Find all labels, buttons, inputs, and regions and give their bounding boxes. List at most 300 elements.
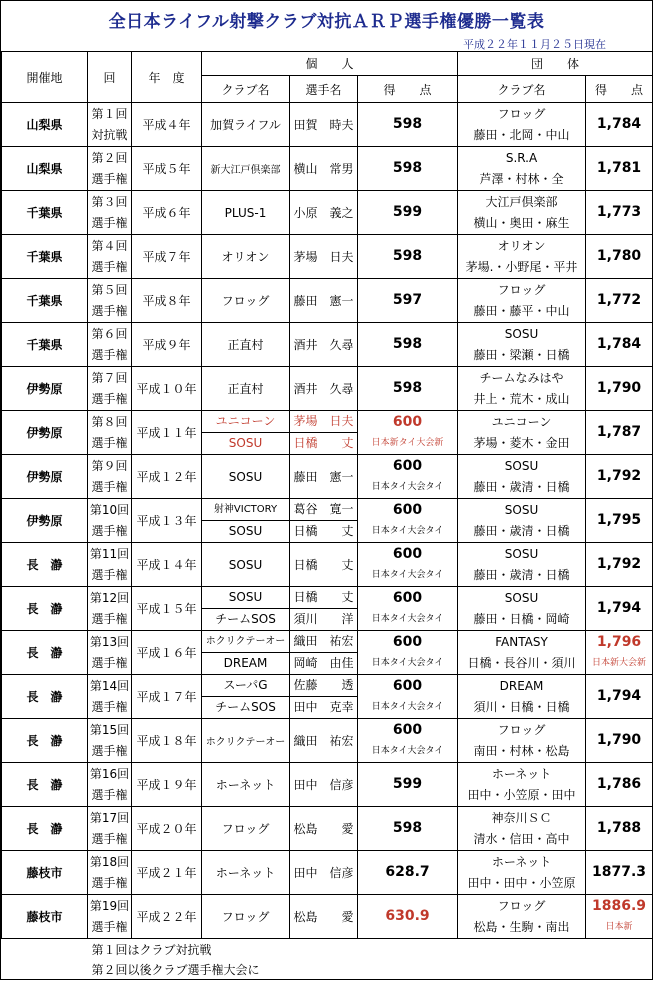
team-members: 日橋・長谷川・須川 (458, 653, 585, 674)
team-members: 藤田・歳清・日橋 (458, 521, 585, 542)
round-number: 第８回 (88, 412, 131, 433)
header-individual: 個 人 (202, 52, 458, 76)
team-score-cell (586, 279, 653, 323)
club-name: SOSU (202, 521, 289, 542)
team-members: 須川・日橋・日橋 (458, 697, 585, 718)
team-club-name: フロッグ (458, 896, 585, 917)
team-club-name: S.R.A (458, 148, 585, 169)
team-score-cell (586, 499, 653, 543)
year-cell: 平成１９年 (132, 763, 202, 807)
round-number: 第18回 (88, 852, 131, 873)
team-club-name: SOSU (458, 544, 585, 565)
team-score-value: 1,792 (586, 466, 652, 487)
team-cell (458, 191, 586, 235)
team-score-cell (586, 191, 653, 235)
player-cell (290, 807, 358, 851)
team-members: 藤田・藤平・中山 (458, 301, 585, 322)
player-name: 岡崎 由佳 (290, 653, 357, 674)
round-type: 選手権 (88, 521, 131, 542)
round-number: 第５回 (88, 280, 131, 301)
table-row (2, 147, 653, 191)
venue-cell: 長 瀞 (2, 763, 88, 807)
team-members: 芦澤・村林・全 (458, 169, 585, 190)
header-club: クラブ名 (202, 76, 290, 103)
team-club-name: FANTASY (458, 632, 585, 653)
round-number: 第16回 (88, 764, 131, 785)
club-name: SOSU (202, 587, 289, 609)
club-name: ホーネット (202, 864, 289, 881)
player-cell (290, 103, 358, 147)
team-cell (458, 455, 586, 499)
score-value: 600 (358, 544, 457, 565)
year-cell: 平成６年 (132, 191, 202, 235)
table-row (2, 455, 653, 499)
round-number: 第12回 (88, 588, 131, 609)
round-type: 選手権 (88, 169, 131, 190)
team-cell (458, 851, 586, 895)
year-cell: 平成１５年 (132, 587, 202, 631)
player-cell (290, 763, 358, 807)
round-type: 選手権 (88, 257, 131, 278)
header-team-score: 得 点 (586, 76, 653, 103)
team-members: 松島・生駒・南出 (458, 917, 585, 938)
team-score-value: 1,784 (586, 114, 652, 135)
club-cell (202, 543, 290, 587)
year-cell: 平成１２年 (132, 455, 202, 499)
as-of-date: 平成２２年１１月２５日現在 (463, 36, 606, 52)
player-cell (290, 587, 358, 631)
club-cell (202, 323, 290, 367)
team-score-cell (586, 807, 653, 851)
score-cell (358, 323, 458, 367)
round-cell (88, 763, 132, 807)
team-score-cell (586, 675, 653, 719)
club-name: フロッグ (202, 820, 289, 837)
score-value: 598 (358, 818, 457, 839)
table-row (2, 279, 653, 323)
club-cell (202, 851, 290, 895)
team-score-cell (586, 455, 653, 499)
player-cell (290, 675, 358, 719)
team-cell (458, 675, 586, 719)
round-type: 選手権 (88, 213, 131, 234)
club-cell (202, 587, 290, 631)
record-note: 日本タイ大会タイ (358, 565, 457, 586)
player-name: 日橋 丈 (290, 556, 357, 573)
team-score-cell (586, 367, 653, 411)
club-name: スーパG (202, 675, 289, 697)
score-cell (358, 807, 458, 851)
club-name: 加賀ライフル (202, 116, 289, 133)
team-members: 田中・田中・小笠原 (458, 873, 585, 894)
team-members: 藤田・日橋・岡崎 (458, 609, 585, 630)
table-row (2, 719, 653, 763)
player-name: 織田 祐宏 (290, 732, 357, 749)
round-type: 選手権 (88, 917, 131, 938)
round-cell (88, 323, 132, 367)
score-value: 598 (358, 158, 457, 179)
club-name: 正直村 (202, 336, 289, 353)
year-cell: 平成１６年 (132, 631, 202, 675)
club-name: ホーネット (202, 776, 289, 793)
team-members: 井上・荒木・成山 (458, 389, 585, 410)
team-score-cell (586, 147, 653, 191)
venue-cell: 伊勢原 (2, 499, 88, 543)
team-members: 南田・村林・松島 (458, 741, 585, 762)
player-cell (290, 851, 358, 895)
round-number: 第19回 (88, 896, 131, 917)
player-cell (290, 631, 358, 675)
year-cell: 平成１０年 (132, 367, 202, 411)
team-score-value: 1,786 (586, 774, 652, 795)
player-name: 田中 信彦 (290, 864, 357, 881)
team-cell (458, 279, 586, 323)
club-cell (202, 147, 290, 191)
score-value: 600 (358, 456, 457, 477)
club-cell (202, 499, 290, 543)
results-table (1, 51, 653, 981)
player-name: 藤田 憲一 (290, 292, 357, 309)
score-cell (358, 191, 458, 235)
club-name: SOSU (202, 558, 289, 572)
round-cell (88, 147, 132, 191)
year-cell: 平成２２年 (132, 895, 202, 939)
venue-cell: 千葉県 (2, 235, 88, 279)
team-club-name: 大江戸倶楽部 (458, 192, 585, 213)
team-members: 茅場.・小野尾・平井 (458, 257, 585, 278)
header-round: 回 (88, 52, 132, 103)
round-cell (88, 895, 132, 939)
score-value: 628.7 (358, 862, 457, 883)
table-row (2, 587, 653, 631)
footnotes (2, 939, 653, 981)
round-number: 第13回 (88, 632, 131, 653)
club-cell (202, 103, 290, 147)
record-note: 日本新タイ大会新 (358, 433, 457, 454)
team-members: 藤田・北岡・中山 (458, 125, 585, 146)
venue-cell: 千葉県 (2, 323, 88, 367)
club-cell (202, 235, 290, 279)
team-club-name: フロッグ (458, 280, 585, 301)
team-cell (458, 411, 586, 455)
team-cell (458, 631, 586, 675)
team-record-note: 日本新 (586, 917, 652, 938)
team-members: 藤田・梁瀬・日橋 (458, 345, 585, 366)
player-name: 藤田 憲一 (290, 468, 357, 485)
year-cell: 平成１８年 (132, 719, 202, 763)
table-row (2, 631, 653, 675)
player-name: 葛谷 寛一 (290, 499, 357, 521)
team-score-value: 1,788 (586, 818, 652, 839)
player-name: 田中 克幸 (290, 697, 357, 718)
score-value: 598 (358, 246, 457, 267)
player-name: 佐藤 透 (290, 675, 357, 697)
team-score-value: 1,772 (586, 290, 652, 311)
round-type: 選手権 (88, 609, 131, 630)
record-note: 日本タイ大会タイ (358, 609, 457, 630)
team-score-cell (586, 323, 653, 367)
club-name: 正直村 (202, 380, 289, 397)
player-name: 茅場 日夫 (290, 248, 357, 265)
team-score-value: 1,780 (586, 246, 652, 267)
table-row (2, 235, 653, 279)
team-club-name: SOSU (458, 588, 585, 609)
score-value: 600 (358, 720, 457, 741)
team-score-cell (586, 851, 653, 895)
team-score-cell (586, 543, 653, 587)
venue-cell: 藤枝市 (2, 851, 88, 895)
table-row (2, 191, 653, 235)
club-name: フロッグ (202, 292, 289, 309)
header-score: 得 点 (358, 76, 458, 103)
team-members: 横山・奥田・麻生 (458, 213, 585, 234)
score-value: 599 (358, 774, 457, 795)
club-name: チームSOS (202, 609, 289, 630)
score-value: 598 (358, 378, 457, 399)
team-cell (458, 719, 586, 763)
club-name: ホクリクテーオー (202, 631, 289, 653)
player-name: 日橋 丈 (290, 433, 357, 454)
results-body (2, 103, 653, 939)
team-members: 茅場・菱木・金田 (458, 433, 585, 454)
team-cell (458, 147, 586, 191)
team-record-note: 日本新大会新 (586, 653, 652, 674)
record-note: 日本タイ大会タイ (358, 521, 457, 542)
year-cell: 平成２１年 (132, 851, 202, 895)
score-cell (358, 543, 458, 587)
round-number: 第17回 (88, 808, 131, 829)
team-members: 清水・信田・高中 (458, 829, 585, 850)
table-row (2, 323, 653, 367)
club-name: ユニコーン (202, 411, 289, 433)
team-club-name: オリオン (458, 236, 585, 257)
table-row (2, 851, 653, 895)
round-type: 選手権 (88, 785, 131, 806)
venue-cell: 山梨県 (2, 103, 88, 147)
header-venue: 開催地 (2, 52, 88, 103)
round-number: 第４回 (88, 236, 131, 257)
score-value: 600 (358, 412, 457, 433)
score-cell (358, 499, 458, 543)
team-score-value: 1,794 (586, 686, 652, 707)
team-score-cell (586, 411, 653, 455)
club-cell (202, 411, 290, 455)
team-score-value: 1,787 (586, 422, 652, 443)
team-club-name: SOSU (458, 456, 585, 477)
team-score-cell (586, 587, 653, 631)
round-type: 選手権 (88, 433, 131, 454)
round-number: 第９回 (88, 456, 131, 477)
team-cell (458, 367, 586, 411)
header-player: 選手名 (290, 76, 358, 103)
venue-cell: 長 瀞 (2, 543, 88, 587)
round-type: 選手権 (88, 653, 131, 674)
player-cell (290, 191, 358, 235)
year-cell: 平成１１年 (132, 411, 202, 455)
table-row (2, 675, 653, 719)
team-score-value: 1,795 (586, 510, 652, 531)
score-cell (358, 763, 458, 807)
club-cell (202, 279, 290, 323)
team-score-cell (586, 719, 653, 763)
player-name: 酒井 久尋 (290, 336, 357, 353)
score-cell (358, 631, 458, 675)
team-score-value: 1,784 (586, 334, 652, 355)
player-name: 小原 義之 (290, 204, 357, 221)
year-cell: 平成４年 (132, 103, 202, 147)
club-cell (202, 807, 290, 851)
club-cell (202, 455, 290, 499)
team-cell (458, 587, 586, 631)
team-score-value: 1,796 (586, 632, 652, 653)
team-club-name: 神奈川ＳＣ (458, 808, 585, 829)
player-name: 酒井 久尋 (290, 380, 357, 397)
footnote: 第２回以後クラブ選手権大会に (92, 960, 653, 980)
round-number: 第２回 (88, 148, 131, 169)
club-name: 射神VICTORY (202, 499, 289, 521)
year-cell: 平成１７年 (132, 675, 202, 719)
year-cell: 平成５年 (132, 147, 202, 191)
score-value: 600 (358, 676, 457, 697)
player-cell (290, 147, 358, 191)
team-cell (458, 103, 586, 147)
team-score-cell (586, 631, 653, 675)
score-value: 600 (358, 500, 457, 521)
player-name: 田賀 時夫 (290, 116, 357, 133)
team-score-value: 1886.9 (586, 896, 652, 917)
table-row (2, 499, 653, 543)
player-name: 松島 愛 (290, 908, 357, 925)
club-cell (202, 367, 290, 411)
player-cell (290, 455, 358, 499)
table-row (2, 103, 653, 147)
round-cell (88, 675, 132, 719)
team-club-name: フロッグ (458, 104, 585, 125)
player-name: 織田 祐宏 (290, 631, 357, 653)
club-name: オリオン (202, 248, 289, 265)
team-club-name: SOSU (458, 324, 585, 345)
club-cell (202, 895, 290, 939)
team-score-value: 1,781 (586, 158, 652, 179)
club-name: DREAM (202, 653, 289, 674)
score-value: 600 (358, 632, 457, 653)
score-value: 630.9 (358, 906, 457, 927)
score-cell (358, 851, 458, 895)
round-cell (88, 191, 132, 235)
round-type: 選手権 (88, 477, 131, 498)
year-cell: 平成９年 (132, 323, 202, 367)
year-cell: 平成１３年 (132, 499, 202, 543)
page-title: 全日本ライフル射撃クラブ対抗ＡＲＰ選手権優勝一覧表 (1, 7, 652, 32)
score-cell (358, 895, 458, 939)
round-number: 第６回 (88, 324, 131, 345)
team-club-name: SOSU (458, 500, 585, 521)
round-type: 選手権 (88, 565, 131, 586)
table-row (2, 807, 653, 851)
player-name: 日橋 丈 (290, 587, 357, 609)
team-score-value: 1,773 (586, 202, 652, 223)
venue-cell: 千葉県 (2, 279, 88, 323)
team-cell (458, 763, 586, 807)
round-type: 選手権 (88, 697, 131, 718)
table-row (2, 763, 653, 807)
club-name: フロッグ (202, 908, 289, 925)
round-type: 選手権 (88, 741, 131, 762)
player-cell (290, 543, 358, 587)
team-score-value: 1,790 (586, 378, 652, 399)
round-type: 選手権 (88, 873, 131, 894)
round-cell (88, 367, 132, 411)
club-name: ホクリクテーオー (202, 733, 289, 748)
score-value: 597 (358, 290, 457, 311)
team-club-name: ホーネット (458, 852, 585, 873)
header-team: 団 体 (458, 52, 653, 76)
team-members: 藤田・歳清・日橋 (458, 477, 585, 498)
club-name: チームSOS (202, 697, 289, 718)
score-cell (358, 587, 458, 631)
round-number: 第３回 (88, 192, 131, 213)
team-club-name: DREAM (458, 676, 585, 697)
player-cell (290, 279, 358, 323)
score-cell (358, 103, 458, 147)
team-cell (458, 499, 586, 543)
player-cell (290, 235, 358, 279)
player-name: 田中 信彦 (290, 776, 357, 793)
score-value: 598 (358, 114, 457, 135)
round-cell (88, 719, 132, 763)
team-cell (458, 895, 586, 939)
score-cell (358, 675, 458, 719)
venue-cell: 山梨県 (2, 147, 88, 191)
venue-cell: 長 瀞 (2, 587, 88, 631)
venue-cell: 千葉県 (2, 191, 88, 235)
venue-cell: 長 瀞 (2, 719, 88, 763)
score-cell (358, 411, 458, 455)
team-score-cell (586, 763, 653, 807)
team-club-name: ホーネット (458, 764, 585, 785)
club-name: SOSU (202, 433, 289, 454)
team-members: 藤田・歳清・日橋 (458, 565, 585, 586)
score-cell (358, 367, 458, 411)
club-name: SOSU (202, 470, 289, 484)
player-name: 横山 常男 (290, 160, 357, 177)
score-value: 599 (358, 202, 457, 223)
round-number: 第１回 (88, 104, 131, 125)
team-cell (458, 323, 586, 367)
team-score-cell (586, 103, 653, 147)
footnote: 第１回はクラブ対抗戦 (92, 940, 653, 960)
player-cell (290, 499, 358, 543)
score-cell (358, 455, 458, 499)
round-number: 第14回 (88, 676, 131, 697)
venue-cell: 伊勢原 (2, 411, 88, 455)
team-members: 田中・小笠原・田中 (458, 785, 585, 806)
table-row (2, 411, 653, 455)
round-number: 第15回 (88, 720, 131, 741)
team-club-name: チームなみはや (458, 368, 585, 389)
round-cell (88, 455, 132, 499)
header-team-club: クラブ名 (458, 76, 586, 103)
club-name: PLUS-1 (202, 206, 289, 220)
team-cell (458, 235, 586, 279)
venue-cell: 長 瀞 (2, 675, 88, 719)
round-number: 第７回 (88, 368, 131, 389)
club-name: 新大江戸倶楽部 (202, 161, 289, 176)
year-cell: 平成１４年 (132, 543, 202, 587)
round-type: 対抗戦 (88, 125, 131, 146)
round-cell (88, 851, 132, 895)
score-cell (358, 279, 458, 323)
